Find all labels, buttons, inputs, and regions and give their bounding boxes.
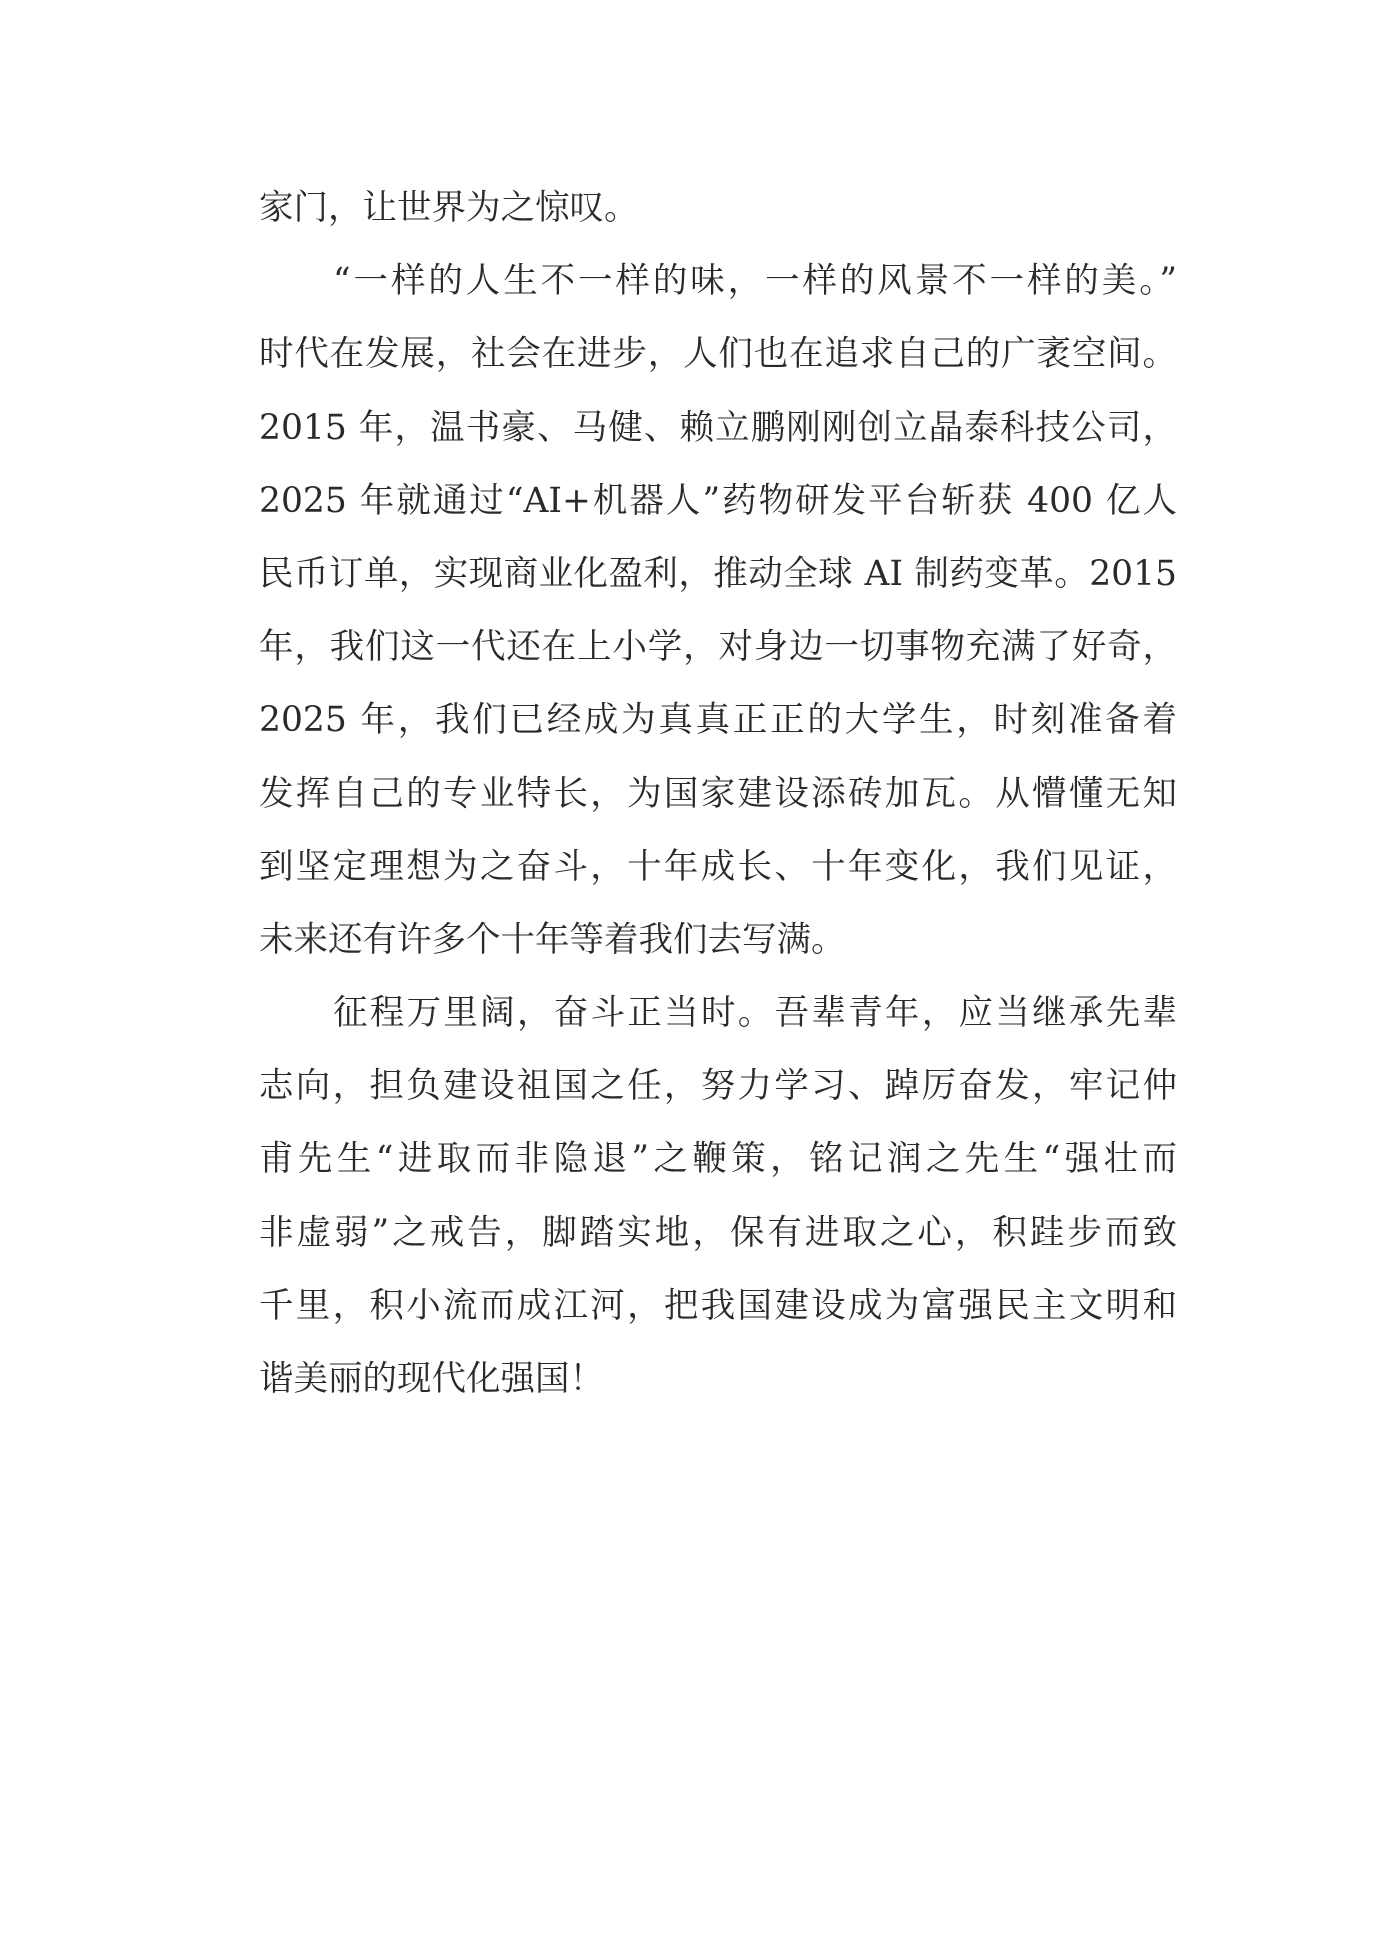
text-line-6: 民币订单，实现商业化盈利，推动全球 AI 制药变革。2015 — [259, 553, 1177, 594]
text-line-11: 未来还有许多个十年等着我们去写满。 — [259, 919, 846, 960]
text-line-4: 2015 年，温书豪、马健、赖立鹏刚刚创立晶泰科技公司， — [259, 407, 1177, 448]
text-line-7: 年，我们这一代还在上小学，对身边一切事物充满了好奇， — [259, 627, 1177, 668]
text-line-14: 甫先生“进取而非隐退”之鞭策，铭记润之先生“强壮而 — [259, 1139, 1177, 1180]
text-line-13: 志向，担负建设祖国之任，努力学习、踔厉奋发，牢记仲 — [259, 1066, 1177, 1107]
text-line-5: 2025 年就通过“AI+机器人”药物研发平台斩获 400 亿人 — [259, 480, 1177, 521]
text-line-12: 征程万里阔，奋斗正当时。吾辈青年，应当继承先辈 — [333, 993, 1177, 1034]
text-line-10: 到坚定理想为之奋斗，十年成长、十年变化，我们见证， — [259, 846, 1177, 887]
text-line-15: 非虚弱”之戒告，脚踏实地，保有进取之心，积跬步而致 — [259, 1212, 1177, 1253]
text-line-1: 家门，让世界为之惊叹。 — [259, 188, 639, 228]
body-text — [259, 172, 1177, 1416]
text-line-2: “一样的人生不一样的味，一样的风景不一样的美。” — [333, 261, 1177, 302]
text-line-16: 千里，积小流而成江河，把我国建设成为富强民主文明和 — [259, 1285, 1177, 1326]
text-line-3: 时代在发展，社会在进步，人们也在追求自己的广袤空间。 — [259, 334, 1177, 375]
text-line-17: 谐美丽的现代化强国！ — [259, 1359, 604, 1399]
text-line-8: 2025 年，我们已经成为真真正正的大学生，时刻准备着 — [259, 700, 1177, 741]
text-line-9: 发挥自己的专业特长，为国家建设添砖加瓦。从懵懂无知 — [259, 773, 1177, 814]
